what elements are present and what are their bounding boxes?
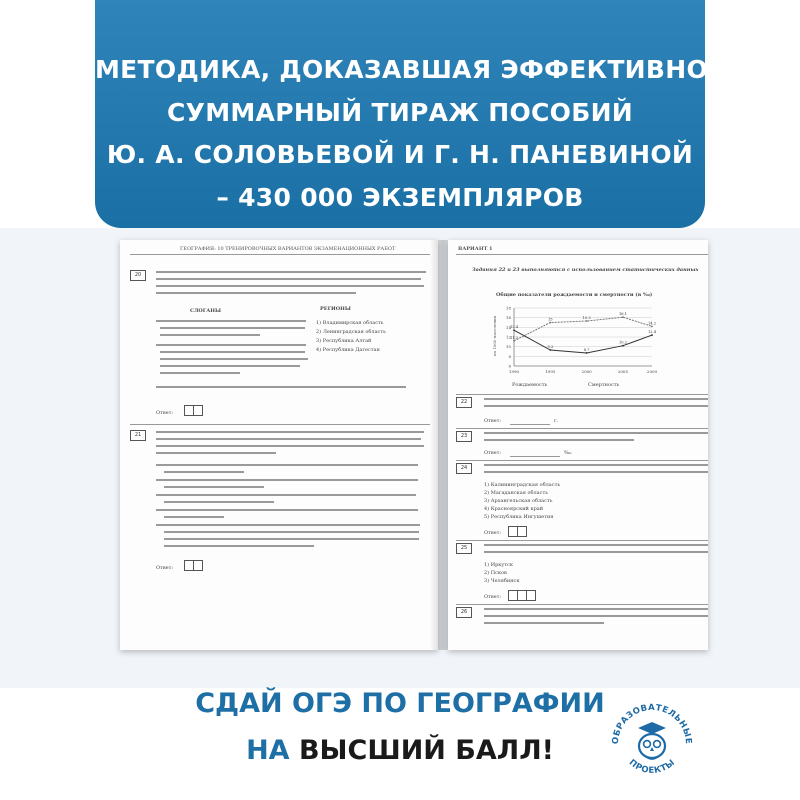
headline-line-4: – 430 000 ЭКЗЕМПЛЯРОВ — [216, 183, 584, 212]
text-line — [484, 608, 708, 610]
q24-option: 4) Красноярский край — [484, 506, 544, 512]
svg-text:ПРОЕКТЫ: ПРОЕКТЫ — [626, 757, 678, 776]
y-tick-label: 14 — [505, 324, 511, 330]
text-line — [160, 334, 260, 336]
y-tick-label: 18 — [505, 305, 511, 311]
svg-text:ОБРАЗОВАТЕЛЬНЫЕ: ОБРАЗОВАТЕЛЬНЫЕ — [610, 702, 694, 745]
data-point — [651, 334, 653, 336]
text-line — [156, 344, 306, 346]
text-line — [484, 471, 708, 473]
text-line — [484, 464, 708, 466]
headline-line-2: СУММАРНЫЙ ТИРАЖ ПОСОБИЙ — [166, 98, 634, 127]
x-tick-label: 2000 — [581, 369, 592, 374]
permille-unit: ‰. — [564, 450, 573, 456]
bottom-slogan-highlight: ВЫСШИЙ БАЛЛ! — [298, 735, 554, 766]
text-line — [164, 538, 419, 540]
header-rule — [130, 254, 430, 255]
y-tick-label: 12 — [505, 334, 511, 340]
data-point — [622, 345, 624, 347]
text-line — [156, 292, 356, 294]
data-label: 9.3 — [547, 345, 554, 350]
region-option: 1) Владимирская область — [316, 320, 384, 326]
x-tick-label: 2005 — [617, 369, 629, 374]
region-option: 3) Республика Алтай — [316, 338, 372, 344]
text-line — [164, 516, 224, 518]
answer-box — [517, 526, 527, 537]
text-line — [484, 551, 708, 553]
answer-label: Ответ: — [484, 530, 502, 536]
text-line — [156, 464, 418, 466]
text-line — [484, 544, 708, 546]
text-line — [156, 479, 418, 481]
text-line — [164, 486, 264, 488]
question-number: 24 — [456, 463, 472, 474]
answer-box — [193, 405, 203, 416]
divider — [130, 424, 430, 425]
data-point — [513, 329, 515, 331]
text-line — [156, 278, 421, 280]
data-label: 11.2 — [509, 335, 519, 340]
left-page — [120, 240, 438, 650]
y-tick-label: 8 — [508, 353, 511, 359]
question-number: 22 — [456, 397, 472, 408]
data-label: 15.3 — [582, 316, 591, 321]
divider — [456, 394, 708, 395]
text-line — [156, 445, 424, 447]
text-line — [484, 398, 708, 400]
data-point — [622, 316, 624, 318]
question-number: 25 — [456, 543, 472, 554]
chart-title: Общие показатели рождаемости и смертности (в ‰) — [496, 292, 653, 298]
data-point — [586, 352, 588, 354]
text-line — [164, 545, 314, 547]
text-line — [156, 494, 416, 496]
answer-label: Ответ: — [484, 418, 502, 424]
q24-option: 2) Магаданская область — [484, 490, 548, 496]
text-line — [484, 405, 708, 407]
y-tick-label: 16 — [505, 315, 511, 321]
text-line — [156, 431, 424, 433]
text-line — [156, 438, 421, 440]
left-running-header: ГЕОГРАФИЯ: 10 ТРЕНИРОВОЧНЫХ ВАРИАНТОВ ЭКЗАМЕНАЦИОННЫХ РАБОТ — [180, 246, 396, 252]
text-line — [160, 365, 300, 367]
headline-line-1: МЕТОДИКА, ДОКАЗАВШАЯ ЭФФЕКТИВНОСТЬ: — [95, 55, 774, 84]
y-tick-label: 10 — [505, 344, 511, 350]
bottom-slogan-line-1: СДАЙ ОГЭ ПО ГЕОГРАФИИ — [195, 688, 605, 719]
mascot-icon — [638, 722, 666, 759]
region-option: 2) Ленинградская область — [316, 329, 386, 335]
text-line — [160, 372, 240, 374]
y-axis-label: на 1000 населения — [492, 315, 497, 356]
question-number: 26 — [456, 607, 472, 618]
data-point — [549, 322, 551, 324]
data-label: 10.2 — [618, 340, 627, 345]
divider — [456, 604, 708, 605]
text-line — [156, 524, 420, 526]
data-label: 16.1 — [618, 312, 627, 317]
x-tick-label: 1990 — [508, 369, 520, 374]
q25-option: 3) Челябинск — [484, 578, 520, 584]
data-point — [549, 349, 551, 351]
data-label: 15 — [548, 317, 553, 322]
q24-option: 3) Архангельская область — [484, 498, 553, 504]
q24-option: 5) Республика Ингушетия — [484, 514, 554, 520]
data-label: 8.7 — [583, 347, 590, 352]
regions-heading: РЕГИОНЫ — [320, 306, 351, 312]
data-point — [586, 320, 588, 322]
q25-option: 1) Иркутск — [484, 562, 514, 568]
divider — [456, 428, 708, 429]
text-line — [160, 358, 308, 360]
answer-box — [526, 590, 536, 601]
region-option: 4) Республика Дагестан — [316, 347, 380, 353]
text-line — [156, 320, 306, 322]
bottom-slogan-prefix: НА — [246, 735, 299, 766]
series-line-death — [514, 317, 652, 341]
legend-death: Смертность — [588, 382, 620, 388]
text-line — [164, 501, 274, 503]
answer-label: Ответ: — [156, 565, 174, 571]
text-line — [160, 327, 305, 329]
text-line — [164, 531, 419, 533]
data-label: 13.4 — [509, 325, 519, 330]
x-tick-label: 1995 — [545, 369, 556, 374]
answer-blank — [510, 456, 560, 457]
right-running-header: ВАРИАНТ 1 — [458, 246, 493, 252]
data-point — [651, 325, 653, 327]
stats-task-title: Задания 22 и 23 выполняются с использованием статистических данных — [472, 267, 699, 273]
text-line — [156, 509, 418, 511]
slogans-heading: СЛОГАНЫ — [190, 308, 222, 314]
text-line — [156, 285, 424, 287]
year-unit: г. — [554, 418, 559, 424]
q25-option: 2) Псков — [484, 570, 507, 576]
divider — [456, 460, 708, 461]
headline-line-3: Ю. А. СОЛОВЬЕВОЙ И Г. Н. ПАНЕВИНОЙ — [106, 140, 694, 169]
right-page — [448, 240, 708, 650]
x-tick-label: 2009 — [646, 369, 658, 374]
text-line — [156, 271, 426, 273]
text-line — [484, 622, 604, 624]
question-number: 20 — [130, 270, 146, 281]
text-line — [160, 351, 305, 353]
answer-label: Ответ: — [156, 410, 174, 416]
text-line — [156, 452, 276, 454]
publisher-logo — [600, 690, 704, 794]
legend-birth: Рождаемость — [512, 382, 548, 388]
header-rule — [456, 254, 708, 255]
data-label: 14.2 — [647, 321, 657, 326]
text-line — [156, 386, 406, 388]
open-book-image — [108, 240, 708, 660]
text-line — [484, 432, 708, 434]
answer-box — [193, 560, 203, 571]
answer-blank — [510, 424, 550, 425]
birth-death-chart — [492, 300, 662, 380]
text-line — [484, 615, 708, 617]
y-tick-label: 6 — [508, 363, 511, 369]
answer-label: Ответ: — [484, 594, 502, 600]
text-line — [484, 439, 634, 441]
question-number: 21 — [130, 430, 146, 441]
q24-option: 1) Калининградская область — [484, 482, 561, 488]
text-line — [164, 471, 244, 473]
data-point — [513, 340, 515, 342]
divider — [456, 540, 708, 541]
answer-label: Ответ: — [484, 450, 502, 456]
question-number: 23 — [456, 431, 472, 442]
data-label: 12.4 — [647, 330, 657, 335]
